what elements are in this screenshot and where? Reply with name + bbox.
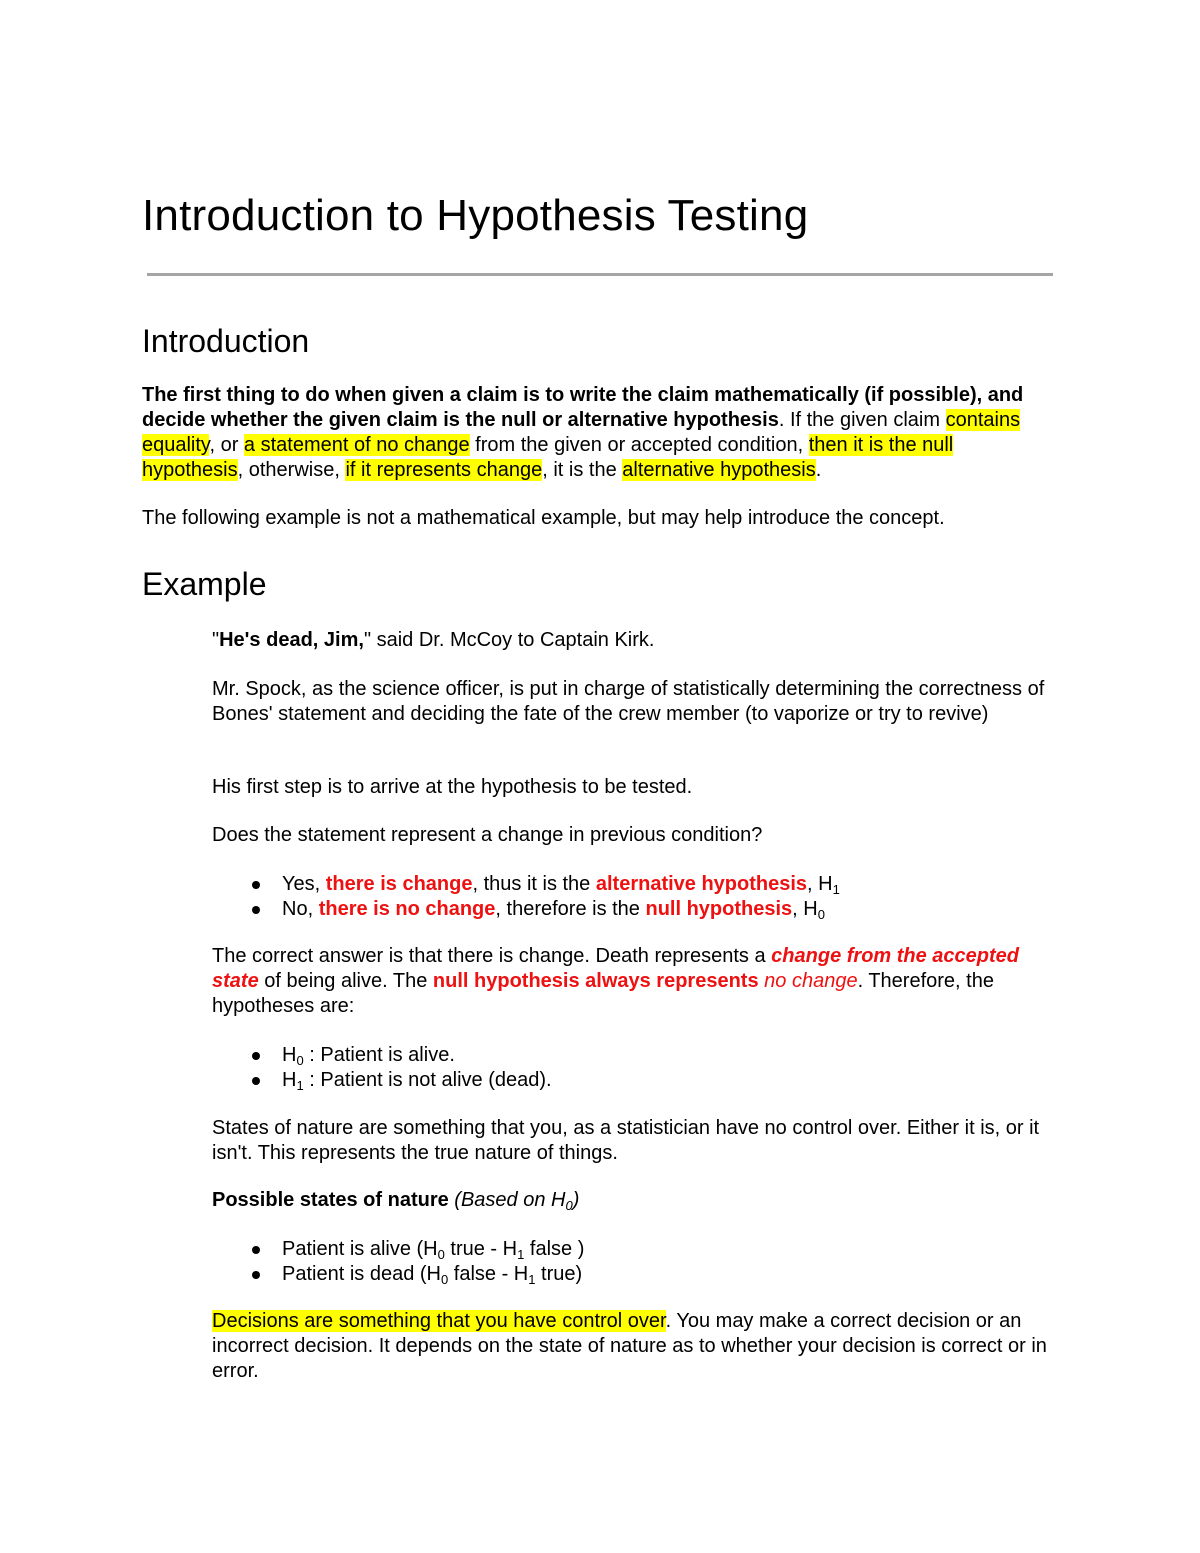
- highlight-represents-change: if it represents change: [345, 459, 543, 481]
- highlight-no-change: a statement of no change: [243, 434, 470, 456]
- highlight-null-hypothesis: then it is the null hypothesis: [142, 434, 954, 481]
- intro-paragraph: [142, 383, 1057, 483]
- intro-bold-sentence: The first thing to do when given a claim is to write the claim mathematically (if possible), and decide whether the given claim is the null or alternative hypothesis: [142, 384, 1024, 431]
- text-run: false - H: [448, 1263, 529, 1285]
- spock-paragraph: Mr. Spock, as the science officer, is put in charge of statistically determining the correctness of Bones' statement and deciding the fate of the crew member (to vaporize or try to revive): [212, 678, 1045, 725]
- text-run: Yes,: [282, 873, 326, 895]
- text-run: . You may make a correct decision or an incorrect decision. It depends on the state of nature as to whether your decision is correct or in error.: [212, 1310, 1047, 1382]
- red-bold-text: null hypothesis: [645, 898, 793, 920]
- text-run: Patient is alive (H: [282, 1238, 438, 1260]
- possible-states-heading: [212, 1188, 1062, 1213]
- text-run: ": [212, 629, 220, 651]
- text-run: No,: [282, 898, 319, 920]
- text-run: " said Dr. McCoy to Captain Kirk.: [363, 629, 655, 651]
- text-run: true): [535, 1263, 583, 1285]
- list-item: [212, 1068, 1062, 1093]
- subscript: 0: [817, 907, 825, 922]
- states-list: [212, 1237, 1062, 1287]
- heading-example: Example: [142, 566, 267, 602]
- text-run: H: [282, 1044, 297, 1066]
- mccoy-quote: [212, 628, 1062, 653]
- red-bold-italic-text: change from the accepted state: [212, 945, 1020, 992]
- horizontal-rule: [147, 273, 1053, 276]
- first-step-paragraph: His first step is to arrive at the hypothesis to be tested.: [212, 776, 693, 798]
- quote-bold: He's dead, Jim,: [219, 629, 364, 651]
- list-item: [212, 897, 1062, 922]
- highlight-alternative-hypothesis: alternative hypothesis: [622, 459, 816, 481]
- states-paragraph: States of nature are something that you, as a statistician have no control over. Either it is, or it isn't. This represents the true nature of things.: [212, 1117, 1040, 1164]
- subscript: 0: [437, 1247, 445, 1262]
- red-bold-text: there is no change: [318, 898, 496, 920]
- text-run: : Patient is not alive (dead).: [303, 1069, 552, 1091]
- question-paragraph: Does the statement represent a change in previous condition?: [212, 824, 763, 846]
- bold-text: Possible states of nature: [212, 1189, 449, 1211]
- text-run: The correct answer is that there is change. Death represents a: [212, 945, 772, 967]
- answer-paragraph: [212, 944, 1042, 1019]
- highlight-decisions: Decisions are something that you have control over: [212, 1310, 666, 1332]
- text-run: (Based on H: [448, 1189, 566, 1211]
- subscript: 0: [565, 1198, 573, 1213]
- following-paragraph: The following example is not a mathematical example, but may help introduce the concept.: [142, 507, 945, 529]
- highlight-contains-equality: contains equality: [142, 409, 1021, 456]
- text-run: . Therefore, the hypotheses are:: [212, 970, 994, 1017]
- text-run: .: [815, 459, 822, 481]
- red-bold-text: there is change: [325, 873, 473, 895]
- red-italic-text: no change: [764, 970, 858, 992]
- text-run: true - H: [444, 1238, 518, 1260]
- text-run: , therefore is the: [495, 898, 646, 920]
- decisions-paragraph: [212, 1309, 1062, 1384]
- text-run: Patient is dead (H: [282, 1263, 441, 1285]
- text-run: . If the given claim: [778, 409, 946, 431]
- text-run: , H: [792, 898, 818, 920]
- list-item: [212, 1237, 1062, 1262]
- red-bold-text: alternative hypothesis: [595, 873, 808, 895]
- list-item: [212, 1262, 1062, 1287]
- subscript: 0: [296, 1053, 304, 1068]
- list-item: [212, 1043, 1062, 1068]
- hypotheses-list: [212, 1043, 1062, 1093]
- text-run: , it is the: [542, 459, 623, 481]
- text-run: , or: [209, 434, 244, 456]
- text-run: , H: [807, 873, 833, 895]
- text-run: : Patient is alive.: [303, 1044, 455, 1066]
- subscript: 1: [528, 1272, 536, 1287]
- text-run: false ): [524, 1238, 585, 1260]
- heading-introduction: Introduction: [142, 323, 310, 359]
- text-run: of being alive. The: [258, 970, 433, 992]
- text-run: , otherwise,: [237, 459, 346, 481]
- subscript: 1: [517, 1247, 525, 1262]
- document-title: Introduction to Hypothesis Testing: [142, 191, 809, 240]
- text-run: ): [572, 1189, 580, 1211]
- subscript: 0: [440, 1272, 449, 1287]
- text-run: H: [282, 1069, 297, 1091]
- text-run: from the given or accepted condition,: [469, 434, 809, 456]
- text-run: , thus it is the: [472, 873, 596, 895]
- subscript: 1: [832, 882, 840, 897]
- subscript: 1: [296, 1078, 304, 1093]
- red-bold-text: null hypothesis always represents: [432, 970, 759, 992]
- list-item: [212, 872, 1062, 897]
- options-list: [212, 872, 1062, 922]
